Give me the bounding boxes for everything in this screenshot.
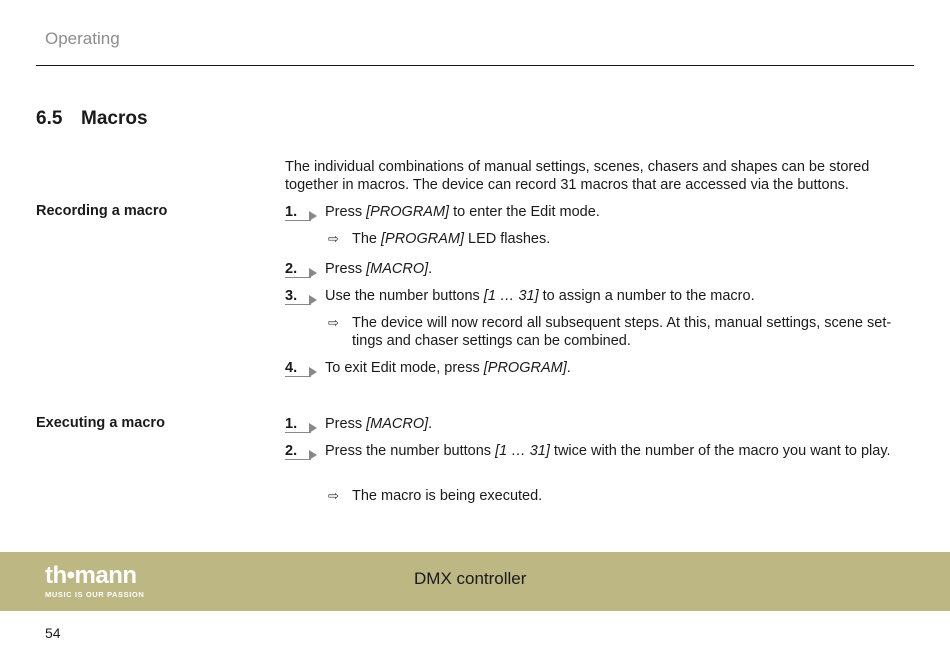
recording-result-3 <box>328 314 910 350</box>
executing-label: Executing a macro <box>36 415 165 431</box>
step-number: 2. <box>285 443 298 459</box>
key-label: [1 … 31] <box>483 288 539 304</box>
step-number: 4. <box>285 360 298 376</box>
header-rule <box>36 65 914 66</box>
recording-step-4 <box>285 359 910 377</box>
key-label: [PROGRAM] <box>366 204 450 220</box>
page-number: 54 <box>45 625 61 641</box>
step-number: 1. <box>285 416 298 432</box>
step-arrow-icon <box>285 442 319 460</box>
result-arrow-icon: ⇨ <box>328 231 339 246</box>
key-label: [PROGRAM] <box>483 360 567 376</box>
key-label: [1 … 31] <box>495 443 550 459</box>
header-title: Operating <box>45 29 120 48</box>
logo-tagline: MUSIC IS OUR PASSION <box>45 590 145 599</box>
recording-step-1 <box>285 203 910 221</box>
step-text: Press the number buttons [1 … 31] twice with the number of the macro you want to play. <box>325 443 891 459</box>
logo-word: th•mann <box>45 562 137 589</box>
recording-step-3 <box>285 287 910 305</box>
section-title: Macros <box>81 108 148 129</box>
step-arrow-icon <box>285 287 319 305</box>
step-text: To exit Edit mode, press [PROGRAM]. <box>325 360 571 376</box>
executing-step-1 <box>285 415 910 433</box>
executing-result-2 <box>328 487 910 505</box>
step-number: 2. <box>285 261 298 277</box>
executing-step-2 <box>285 442 910 460</box>
section-number: 6.5 <box>36 108 63 129</box>
step-arrow-icon <box>285 359 319 377</box>
step-arrow-icon <box>285 415 319 433</box>
key-label: [MACRO] <box>366 261 429 277</box>
step-text: Use the number buttons [1 … 31] to assign a number to the macro. <box>325 288 755 304</box>
thomann-logo <box>45 563 144 599</box>
footer-product-title: DMX controller <box>414 569 527 588</box>
result-arrow-icon: ⇨ <box>328 488 339 503</box>
section-heading <box>36 108 148 130</box>
result-text: The macro is being executed. <box>352 488 543 504</box>
result-arrow-icon: ⇨ <box>328 315 339 330</box>
recording-result-1 <box>328 230 910 248</box>
step-arrow-icon <box>285 260 319 278</box>
intro-paragraph: The individual combinations of manual settings, scenes, chasers and shapes can be stored together in macros. The device can record 31 macros that are accessed via the buttons. <box>285 159 870 193</box>
recording-step-2 <box>285 260 910 278</box>
key-label: [PROGRAM] <box>381 231 464 247</box>
step-number: 1. <box>285 204 298 220</box>
step-number: 3. <box>285 288 298 304</box>
recording-label: Recording a macro <box>36 203 168 219</box>
step-text: Press [PROGRAM] to enter the Edit mode. <box>325 204 600 220</box>
step-text: Press [MACRO]. <box>325 261 433 277</box>
step-arrow-icon <box>285 203 319 221</box>
result-text: The device will now record all subsequent steps. At this, manual settings, scene set- tings and chaser settings can be combined. <box>352 315 892 349</box>
result-text: The [PROGRAM] LED flashes. <box>352 231 551 247</box>
step-text: Press [MACRO]. <box>325 416 433 432</box>
key-label: [MACRO] <box>366 416 429 432</box>
